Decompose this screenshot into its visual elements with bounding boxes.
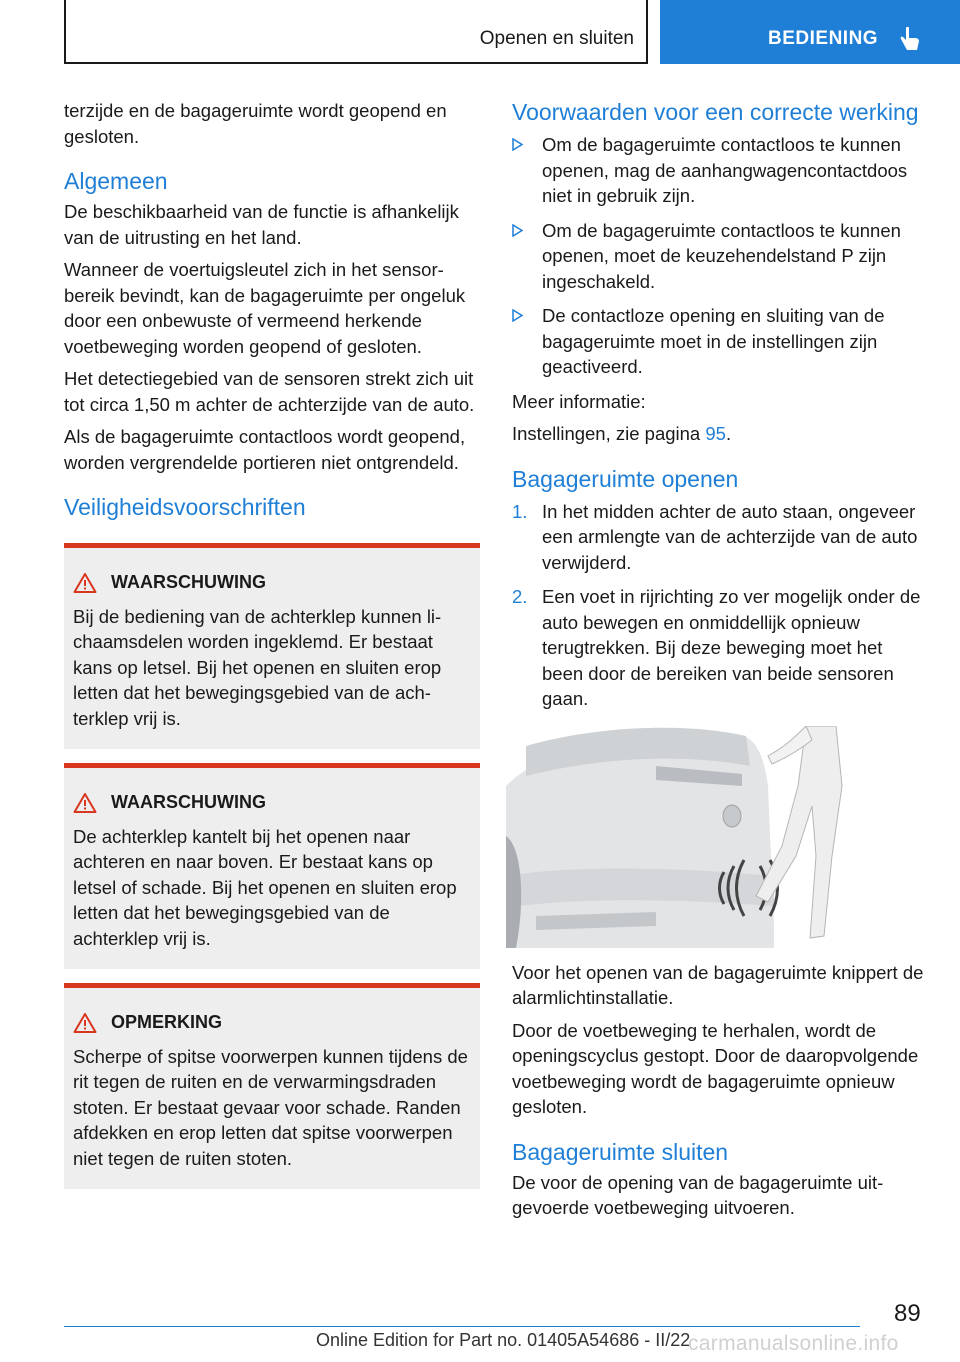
watermark-text: carmanualsonline.info xyxy=(688,1332,899,1355)
general-paragraph-3: Het detectiegebied van de sensoren strekt zich uit tot circa 1,50 m achter de achterzijde van de auto. xyxy=(64,368,475,415)
open-steps-list xyxy=(512,499,924,712)
header-section-box xyxy=(660,0,960,64)
warning-text-1: Bij de bediening van de achterklep kunnen lichaamsdelen worden ingeklemd. Er bestaat kans op letsel. Bij het openen en sluiten erop letten dat het bewegingsgebied van de achterklep vrij is. xyxy=(73,605,442,729)
list-item xyxy=(512,499,924,576)
warning-box-2 xyxy=(64,763,480,969)
page-link[interactable]: 95 xyxy=(705,423,726,444)
footer-edition: Online Edition for Part no. 01405A54686 - II/22 xyxy=(316,1330,691,1350)
note-box xyxy=(64,983,480,1189)
condition-text-2: Om de bagageruimte contactloos te kunnen openen, moet de keuzehendelstand P zijn ingeschakeld. xyxy=(542,219,901,292)
list-item xyxy=(512,303,924,380)
general-paragraph-4: Als de bagageruimte contactloos wordt geopend, worden vergrendelde portieren niet ontgrendeld. xyxy=(64,426,466,473)
left-column xyxy=(64,98,480,1189)
note-title xyxy=(73,1010,468,1036)
chapter-title: Openen en sluiten xyxy=(479,28,634,49)
after-paragraph-1: Voor het openen van de bagageruimte knippert de alarmlichtinstallatie. xyxy=(512,961,924,1008)
condition-text-1: Om de bagageruimte contactloos te kunnen openen, mag de aanhangwagencontactdoos niet in gebruik zijn. xyxy=(542,134,908,206)
step-number: 2. xyxy=(512,586,528,607)
step-text: In het midden achter de auto staan, ongeveer een armlengte van de achterzijde van de auto verwijderd. xyxy=(542,500,918,573)
pointing-hand-icon xyxy=(898,26,922,54)
heading-algemeen: Algemeen xyxy=(64,168,168,194)
warning-title-2 xyxy=(73,790,468,816)
step-number: 1. xyxy=(512,500,528,522)
warning-text-2: De achterklep kantelt bij het openen naar achteren en naar boven. Er bestaat kans op letsel of schade. Bij het openen en sluiten erop letten dat het bewegingsgebied van de achterklep vrij is. xyxy=(73,825,457,949)
note-title-text: OPMERKING xyxy=(111,1012,223,1032)
step-text: Een voet in rijrichting zo ver mogelijk onder de auto bewegen en onmiddellijk opnieuw terugtrekken. Bij deze beweging moet het been door de bereiken van beide sensoren gaan. xyxy=(542,586,921,709)
after-paragraph-2: Door de voetbeweging te herhalen, wordt de openingscyclus gestopt. Door de daaropvolgende voetbeweging wordt de bagageruimte opnieuw gesloten. xyxy=(512,1019,919,1117)
conditions-list xyxy=(512,132,924,380)
heading-conditions: Voorwaarden voor een correcte werking xyxy=(512,99,919,125)
more-info: Meer informatie: xyxy=(512,390,646,412)
general-paragraph-2: Wanneer de voertuigsleutel zich in het sensorbereik bevindt, kan de bagageruimte per ongeluk door een onbewuste of vermeend herkende voetbeweging worden geopend of gesloten. xyxy=(64,259,466,357)
warning-title-text-1: WAARSCHUWING xyxy=(111,572,266,592)
header-chapter-box xyxy=(64,0,648,64)
foot-gesture-illustration xyxy=(506,726,848,948)
bullet-triangle-icon xyxy=(512,224,523,237)
bullet-triangle-icon xyxy=(512,138,523,151)
right-column xyxy=(512,98,924,1228)
warning-triangle-icon xyxy=(73,1012,97,1034)
list-item xyxy=(512,218,924,295)
warning-triangle-icon xyxy=(73,792,97,814)
list-item xyxy=(512,132,924,209)
settings-reference: Instellingen, zie pagina 95. xyxy=(512,423,732,444)
page-number: 89 xyxy=(894,1300,921,1327)
warning-triangle-icon xyxy=(73,572,97,594)
condition-text-3: De contactloze opening en sluiting van de bagageruimte moet in de instellingen zijn geactiveerd. xyxy=(542,305,885,377)
warning-title-text-2: WAARSCHUWING xyxy=(111,792,266,812)
warning-title-1 xyxy=(73,570,468,596)
general-paragraph-1: De beschikbaarheid van de functie is afhankelijk van de uitrusting en het land. xyxy=(64,201,459,248)
list-item xyxy=(512,584,924,712)
footer-divider xyxy=(64,1326,860,1327)
intro-paragraph: terzijde en de bagageruimte wordt geopend en gesloten. xyxy=(64,100,447,147)
bullet-triangle-icon xyxy=(512,309,523,322)
section-title: BEDIENING xyxy=(768,28,879,49)
close-paragraph: De voor de opening van de bagageruimte uitgevoerde voetbeweging uitvoeren. xyxy=(512,1171,884,1218)
note-text: Scherpe of spitse voorwerpen kunnen tijdens de rit tegen de ruiten en de verwarmingsdraden stoten. Er bestaat gevaar voor schade. Randen afdekken en erop letten dat spitse voorwerpen niet tegen de ruiten stoten. xyxy=(73,1045,468,1169)
heading-close: Bagageruimte sluiten xyxy=(512,1138,729,1165)
heading-open: Bagageruimte openen xyxy=(512,465,739,492)
heading-safety: Veiligheidsvoorschriften xyxy=(64,494,306,520)
warning-box-1 xyxy=(64,543,480,749)
